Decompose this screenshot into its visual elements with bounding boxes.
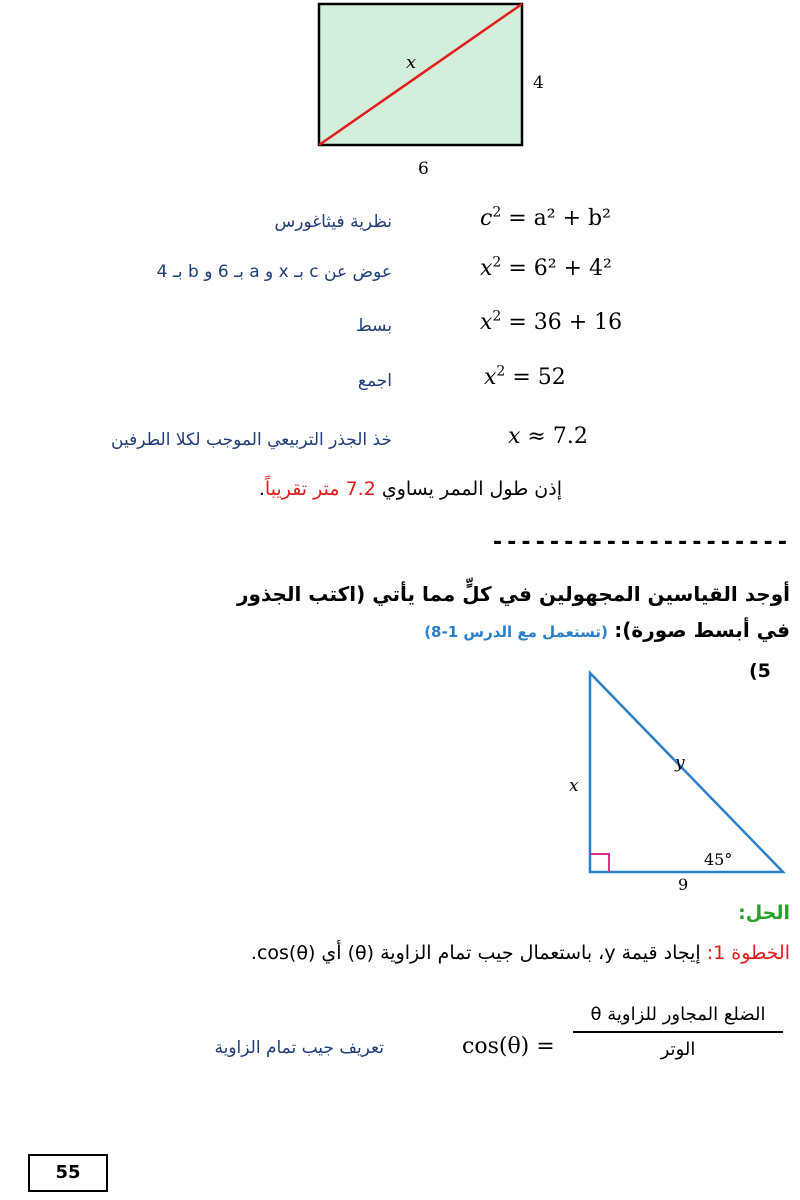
lesson-hint: (تستعمل مع الدرس 1-8) xyxy=(424,623,608,641)
eq-rest: = 6² + 4² xyxy=(501,256,612,281)
eq-var: x xyxy=(480,256,493,281)
conclusion-prefix: إذن طول الممر يساوي xyxy=(381,478,562,500)
rectangle-figure xyxy=(300,0,560,180)
eq-exp: 2 xyxy=(492,254,502,271)
triangle-hyp-label: y xyxy=(675,753,685,773)
note-4: اجمع xyxy=(357,371,392,391)
eq-exp: 2 xyxy=(492,308,502,325)
step1-label: الخطوة 1: xyxy=(706,942,790,964)
triangle-base-label: 9 xyxy=(678,875,689,890)
note-3: بسط xyxy=(355,316,392,336)
eq-rest: = 52 xyxy=(505,365,566,390)
note-5: خذ الجذر التربيعي الموجب لكلا الطرفين xyxy=(111,430,392,450)
equation-4 xyxy=(484,365,566,390)
eq-var: x xyxy=(480,310,493,335)
note-1: نظرية فيثاغورس xyxy=(274,212,392,232)
eq-var: x xyxy=(484,365,497,390)
eq-rest: = a² + b² xyxy=(501,206,611,231)
note-2: عوض عن c بـ x و a بـ 6 و b بـ 4 xyxy=(156,262,392,282)
triangle-shape xyxy=(590,673,783,872)
exercise-line-2 xyxy=(424,618,790,642)
eq-exp: 2 xyxy=(496,363,506,380)
definition-note: تعريف جيب تمام الزاوية xyxy=(214,1038,384,1058)
eq-var: x xyxy=(508,424,521,449)
exercise-line-2-prefix: في أبسط صورة): xyxy=(614,618,790,642)
eq-rest: ≈ 7.2 xyxy=(520,424,588,449)
conclusion-suffix: . xyxy=(258,478,265,500)
fraction-denominator: الوتر xyxy=(660,1039,696,1060)
equation-3 xyxy=(480,310,622,335)
rect-right-side-label: 4 xyxy=(533,73,544,93)
page-number: 55 xyxy=(28,1154,108,1192)
triangle-figure xyxy=(560,665,790,890)
step1-text: إيجاد قيمة y، باستعمال جيب تمام الزاوية (θ) أي cos(θ). xyxy=(250,942,701,964)
exercise-number: (5 xyxy=(749,660,771,682)
solution-label: الحل: xyxy=(738,902,790,924)
fraction-numerator: الضلع المجاور للزاوية θ xyxy=(590,1004,766,1025)
equation-2 xyxy=(480,256,612,281)
fraction-bar xyxy=(573,1031,783,1033)
diagonal-label: x xyxy=(406,52,417,73)
cos-fraction xyxy=(573,1004,783,1060)
eq-rest: = 36 + 16 xyxy=(501,310,623,335)
right-angle-mark xyxy=(590,854,609,872)
equation-5 xyxy=(508,424,588,449)
conclusion-highlight: 7.2 متر تقريباً xyxy=(264,478,376,500)
exercise-line-1: أوجد القياسين المجهولين في كلٍّ مما يأتي (اكتب الجذور xyxy=(237,582,790,606)
cos-definition-lhs: cos(θ) = xyxy=(462,1034,555,1059)
equation-1 xyxy=(480,206,611,231)
eq-exp: 2 xyxy=(492,204,502,221)
conclusion-line xyxy=(259,478,562,500)
rect-bottom-side-label: 6 xyxy=(418,159,429,179)
triangle-left-label: x xyxy=(569,776,579,796)
eq-var: c xyxy=(480,206,493,231)
separator-line: --------------------- xyxy=(490,530,790,555)
triangle-angle-label: 45° xyxy=(704,850,733,869)
step1-line xyxy=(251,942,790,964)
